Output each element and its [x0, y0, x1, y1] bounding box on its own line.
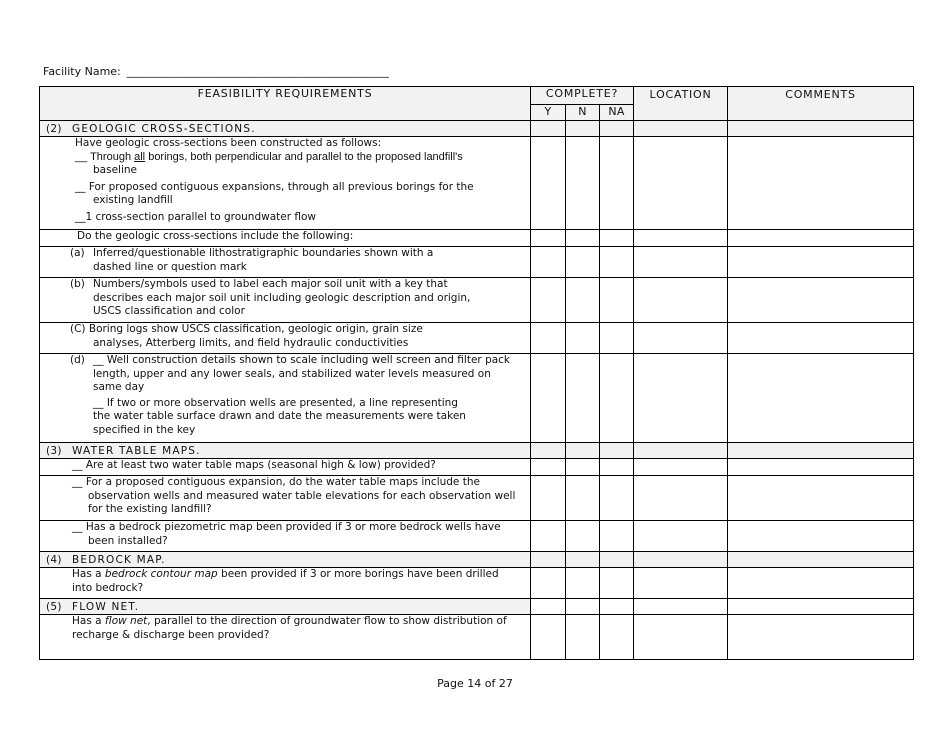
comments-cell[interactable]: [728, 354, 914, 443]
check-na[interactable]: [600, 521, 634, 552]
check-na[interactable]: [600, 568, 634, 599]
location-cell[interactable]: [634, 615, 728, 660]
location-cell[interactable]: [634, 323, 728, 354]
check-n[interactable]: [566, 247, 600, 278]
facility-name-field: [43, 65, 389, 78]
comments-cell[interactable]: [728, 615, 914, 660]
location-cell[interactable]: [634, 354, 728, 443]
requirement-text: Do the geologic cross-sections include the following:: [40, 230, 531, 247]
section-row: [40, 552, 914, 568]
check-y[interactable]: [531, 354, 566, 443]
table-row: [40, 568, 914, 599]
requirement-text: __ Has a bedrock piezometric map been provided if 3 or more bedrock wells have been installed?: [40, 521, 531, 552]
location-cell[interactable]: [634, 247, 728, 278]
table-row: [40, 354, 914, 443]
check-y[interactable]: [531, 278, 566, 323]
check-y[interactable]: [531, 230, 566, 247]
check-y[interactable]: [531, 459, 566, 476]
comments-cell[interactable]: [728, 230, 914, 247]
header-location: LOCATION: [634, 87, 728, 121]
comments-cell[interactable]: [728, 476, 914, 521]
section-title: (5) FLOW NET.: [40, 599, 531, 615]
comments-cell[interactable]: [728, 247, 914, 278]
location-cell[interactable]: [634, 459, 728, 476]
header-complete: COMPLETE?: [531, 87, 634, 105]
check-na[interactable]: [600, 247, 634, 278]
location-cell[interactable]: [634, 521, 728, 552]
location-cell[interactable]: [634, 476, 728, 521]
check-n[interactable]: [566, 278, 600, 323]
header-n: N: [566, 105, 600, 121]
requirement-text: Has a flow net, parallel to the direction of groundwater flow to show distribution of recharge & discharge been provided?: [40, 615, 531, 660]
requirement-text: (C) Boring logs show USCS classification, geologic origin, grain size analyses, Atterberg limits, and field hydraulic conductivities: [40, 323, 531, 354]
page-number: Page 14 of 27: [437, 677, 513, 690]
check-na[interactable]: [600, 230, 634, 247]
comments-cell[interactable]: [728, 459, 914, 476]
facility-name-label: Facility Name:: [43, 65, 121, 78]
check-y[interactable]: [531, 615, 566, 660]
facility-name-blank[interactable]: ______________________________________________: [126, 65, 389, 78]
feasibility-requirements-table: [39, 86, 914, 660]
check-n[interactable]: [566, 459, 600, 476]
requirement-text: (a) Inferred/questionable lithostratigraphic boundaries shown with a dashed line or question mark: [40, 247, 531, 278]
table-row: [40, 459, 914, 476]
section-row: [40, 443, 914, 459]
location-cell[interactable]: [634, 568, 728, 599]
location-cell[interactable]: [634, 278, 728, 323]
check-y[interactable]: [531, 568, 566, 599]
comments-cell[interactable]: [728, 568, 914, 599]
check-na[interactable]: [600, 323, 634, 354]
table-row: [40, 247, 914, 278]
requirement-text: (d) __ Well construction details shown to scale including well screen and filter pack length, upper and any lower seals, and stabilized water levels measured on same day __ If two or more observation wells are presented, a line representing the water table surface drawn and date the measurements were taken specified in the key: [40, 354, 531, 443]
requirement-text: __ For a proposed contiguous expansion, do the water table maps include the observation wells and measured water table elevations for each observation well for the existing landfill?: [40, 476, 531, 521]
header-y: Y: [531, 105, 566, 121]
requirement-text: Has a bedrock contour map been provided if 3 or more borings have been drilled into bedrock?: [40, 568, 531, 599]
location-cell[interactable]: [634, 230, 728, 247]
check-y[interactable]: [531, 323, 566, 354]
check-y[interactable]: [531, 247, 566, 278]
comments-cell[interactable]: [728, 521, 914, 552]
check-y[interactable]: [531, 521, 566, 552]
check-na[interactable]: [600, 278, 634, 323]
header-comments: COMMENTS: [728, 87, 914, 121]
requirement-text: Have geologic cross-sections been constructed as follows: __ Through all borings, both perpendicular and parallel to the proposed landfill's baseline __ For proposed contiguous expansions, through all previous borings for the existing landfill __1 cross-section parallel to groundwater flow: [40, 137, 531, 230]
check-na[interactable]: [600, 476, 634, 521]
check-n[interactable]: [566, 230, 600, 247]
section-title: (2) GEOLOGIC CROSS-SECTIONS.: [40, 121, 531, 137]
check-na[interactable]: [600, 615, 634, 660]
check-n[interactable]: [566, 476, 600, 521]
check-n[interactable]: [566, 568, 600, 599]
comments-cell[interactable]: [728, 278, 914, 323]
check-y[interactable]: [531, 137, 566, 230]
check-na[interactable]: [600, 459, 634, 476]
section-row: [40, 599, 914, 615]
location-cell[interactable]: [634, 137, 728, 230]
comments-cell[interactable]: [728, 323, 914, 354]
table-row: [40, 137, 914, 230]
table-row: [40, 521, 914, 552]
table-row: [40, 476, 914, 521]
table-row: [40, 278, 914, 323]
check-n[interactable]: [566, 137, 600, 230]
requirement-text: (b) Numbers/symbols used to label each major soil unit with a key that describes each major soil unit including geologic description and origin, USCS classification and color: [40, 278, 531, 323]
requirement-text: __ Are at least two water table maps (seasonal high & low) provided?: [40, 459, 531, 476]
table-row: [40, 230, 914, 247]
check-n[interactable]: [566, 521, 600, 552]
table-row: [40, 615, 914, 660]
section-title: (3) WATER TABLE MAPS.: [40, 443, 531, 459]
section-title: (4) BEDROCK MAP.: [40, 552, 531, 568]
check-na[interactable]: [600, 137, 634, 230]
comments-cell[interactable]: [728, 137, 914, 230]
header-na: NA: [600, 105, 634, 121]
check-na[interactable]: [600, 354, 634, 443]
check-n[interactable]: [566, 354, 600, 443]
check-n[interactable]: [566, 615, 600, 660]
check-n[interactable]: [566, 323, 600, 354]
table-row: [40, 323, 914, 354]
section-row: [40, 121, 914, 137]
check-y[interactable]: [531, 476, 566, 521]
header-requirements: FEASIBILITY REQUIREMENTS: [40, 87, 531, 121]
